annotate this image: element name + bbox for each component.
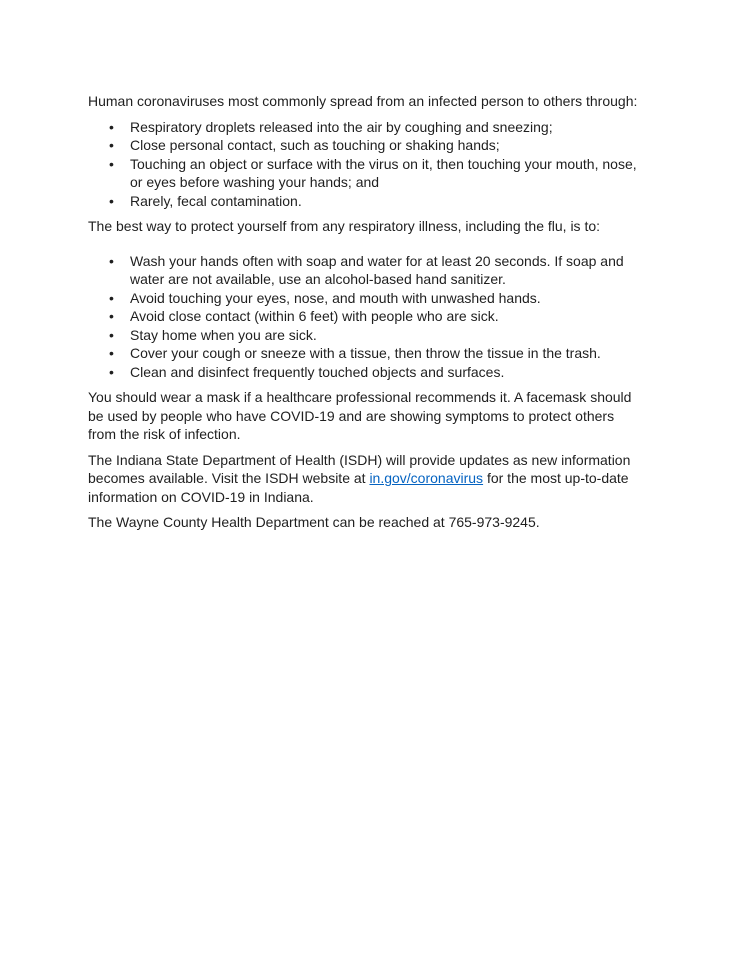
contact-paragraph: The Wayne County Health Department can be reached at 765-973-9245.: [88, 514, 540, 530]
spread-bullet-list: [88, 118, 640, 211]
isdh-paragraph-text-after: for the most up-to-date information on COVID-19 in Indiana.: [88, 470, 629, 505]
list-item: • Cover your cough or sneeze with a tissue, then throw the tissue in the trash.: [130, 344, 640, 363]
list-item: • Avoid close contact (within 6 feet) with people who are sick.: [130, 307, 640, 326]
isdh-coronavirus-link[interactable]: in.gov/coronavirus: [369, 470, 484, 486]
mask-paragraph: You should wear a mask if a healthcare professional recommends it. A facemask should be used by people who have COVID-19 and are showing symptoms to protect others from the risk of infection.: [88, 389, 632, 442]
list-item: • Close personal contact, such as touching or shaking hands;: [130, 136, 640, 155]
protect-paragraph: The best way to protect yourself from any respiratory illness, including the flu, is to:: [88, 218, 601, 234]
list-item: • Rarely, fecal contamination.: [130, 192, 640, 211]
isdh-paragraph: [88, 451, 640, 507]
intro-paragraph: Human coronaviruses most commonly spread from an infected person to others through:: [88, 93, 638, 109]
isdh-paragraph-text-before: The Indiana State Department of Health (ISDH) will provide updates as new information becomes available. Visit the ISDH website at: [88, 451, 631, 486]
list-item: • Wash your hands often with soap and water for at least 20 seconds. If soap and water are not available, use an alcohol-based hand sanitizer.: [130, 252, 640, 289]
list-item: • Clean and disinfect frequently touched objects and surfaces.: [130, 363, 640, 382]
protect-bullet-list: [88, 252, 640, 382]
list-item: • Stay home when you are sick.: [130, 326, 640, 345]
list-item: • Respiratory droplets released into the air by coughing and sneezing;: [130, 118, 640, 137]
list-item: • Avoid touching your eyes, nose, and mouth with unwashed hands.: [130, 289, 640, 308]
document-content: [88, 92, 640, 539]
list-item: • Touching an object or surface with the virus on it, then touching your mouth, nose, or eyes before washing your hands; and: [130, 155, 640, 192]
